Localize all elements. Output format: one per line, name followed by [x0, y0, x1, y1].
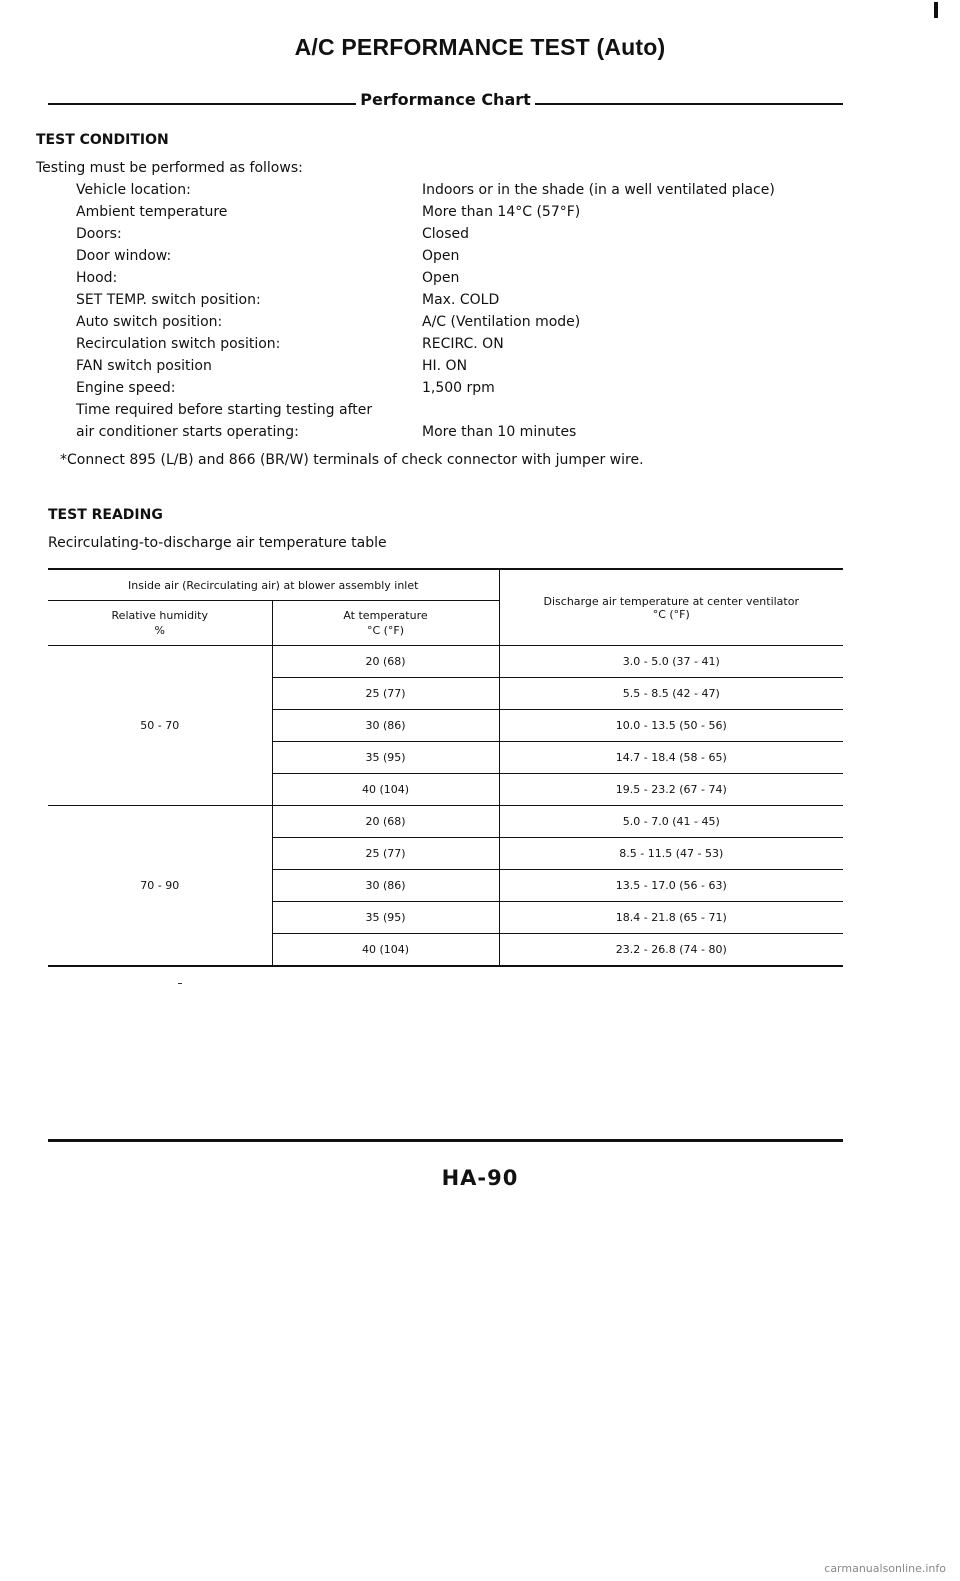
section-subtitle	[48, 87, 843, 111]
test-reading-intro: Recirculating-to-discharge air temperature table	[48, 535, 387, 551]
discharge-cell: 18.4 - 21.8 (65 - 71)	[499, 902, 843, 934]
header-temperature-unit: °C (°F)	[366, 624, 405, 637]
temp-cell: 30 (86)	[272, 710, 499, 742]
test-condition-intro: Testing must be performed as follows:	[36, 160, 303, 176]
scan-speck	[178, 983, 182, 984]
condition-label: Engine speed:	[76, 380, 176, 396]
test-reading-heading: TEST READING	[48, 507, 163, 523]
header-temperature-title: At temperature	[343, 609, 428, 622]
corner-mark	[934, 2, 938, 18]
condition-value: More than 14°C (57°F)	[422, 204, 581, 220]
temp-cell: 25 (77)	[272, 838, 499, 870]
time-required-label: Time required before starting testing after	[76, 402, 373, 418]
discharge-cell: 13.5 - 17.0 (56 - 63)	[499, 870, 843, 902]
discharge-cell: 14.7 - 18.4 (58 - 65)	[499, 742, 843, 774]
condition-value: 1,500 rpm	[422, 380, 495, 396]
header-inside-air: Inside air (Recirculating air) at blower assembly inlet	[48, 569, 499, 601]
condition-value: Max. COLD	[422, 292, 500, 308]
header-temperature	[272, 601, 499, 646]
header-discharge	[499, 569, 843, 646]
condition-value: Open	[422, 248, 460, 264]
discharge-cell: 5.0 - 7.0 (41 - 45)	[499, 806, 843, 838]
table-row	[48, 806, 843, 838]
condition-value: A/C (Ventilation mode)	[422, 314, 581, 330]
condition-label: Hood:	[76, 270, 118, 286]
condition-label: Ambient temperature	[76, 204, 228, 220]
temperature-table	[48, 568, 843, 967]
condition-label: FAN switch position	[76, 358, 212, 374]
humidity-cell: 50 - 70	[48, 646, 272, 806]
header-humidity-title: Relative humidity	[111, 609, 208, 622]
condition-label: Auto switch position:	[76, 314, 223, 330]
header-discharge-unit: °C (°F)	[652, 607, 690, 621]
condition-value: Open	[422, 270, 460, 286]
condition-value: Closed	[422, 226, 470, 242]
condition-value: Indoors or in the shade (in a well ventilated place)	[422, 182, 775, 198]
page-title: A/C PERFORMANCE TEST (Auto)	[294, 34, 666, 60]
header-humidity-unit: %	[154, 624, 165, 637]
temp-cell: 25 (77)	[272, 678, 499, 710]
discharge-cell: 19.5 - 23.2 (67 - 74)	[499, 774, 843, 806]
test-condition-heading: TEST CONDITION	[36, 132, 169, 148]
temp-cell: 35 (95)	[272, 902, 499, 934]
subtitle-rule-left	[48, 103, 356, 105]
jumper-note: *Connect 895 (L/B) and 866 (BR/W) terminals of check connector with jumper wire.	[60, 452, 644, 468]
condition-value: RECIRC. ON	[422, 336, 504, 352]
time-required-label: air conditioner starts operating:	[76, 424, 299, 440]
time-required-value: More than 10 minutes	[422, 424, 577, 440]
discharge-cell: 23.2 - 26.8 (74 - 80)	[499, 934, 843, 967]
footer-rule	[48, 1139, 843, 1142]
condition-label: Door window:	[76, 248, 172, 264]
watermark: carmanualsonline.info	[824, 1562, 946, 1575]
header-discharge-title: Discharge air temperature at center ventilator	[543, 594, 799, 608]
temp-cell: 35 (95)	[272, 742, 499, 774]
condition-label: Recirculation switch position:	[76, 336, 281, 352]
temp-cell: 40 (104)	[272, 774, 499, 806]
condition-label: SET TEMP. switch position:	[76, 292, 261, 308]
table-row	[48, 646, 843, 678]
discharge-cell: 10.0 - 13.5 (50 - 56)	[499, 710, 843, 742]
condition-value: HI. ON	[422, 358, 468, 374]
discharge-cell: 3.0 - 5.0 (37 - 41)	[499, 646, 843, 678]
subtitle-rule-right	[535, 103, 843, 105]
discharge-cell: 8.5 - 11.5 (47 - 53)	[499, 838, 843, 870]
temp-cell: 20 (68)	[272, 646, 499, 678]
temp-cell: 20 (68)	[272, 806, 499, 838]
humidity-cell: 70 - 90	[48, 806, 272, 967]
header-humidity	[48, 601, 272, 646]
subtitle-text: Performance Chart	[360, 89, 531, 109]
condition-label: Doors:	[76, 226, 122, 242]
temp-cell: 30 (86)	[272, 870, 499, 902]
temp-cell: 40 (104)	[272, 934, 499, 967]
discharge-cell: 5.5 - 8.5 (42 - 47)	[499, 678, 843, 710]
condition-label: Vehicle location:	[76, 182, 191, 198]
page-number: HA-90	[441, 1166, 519, 1190]
